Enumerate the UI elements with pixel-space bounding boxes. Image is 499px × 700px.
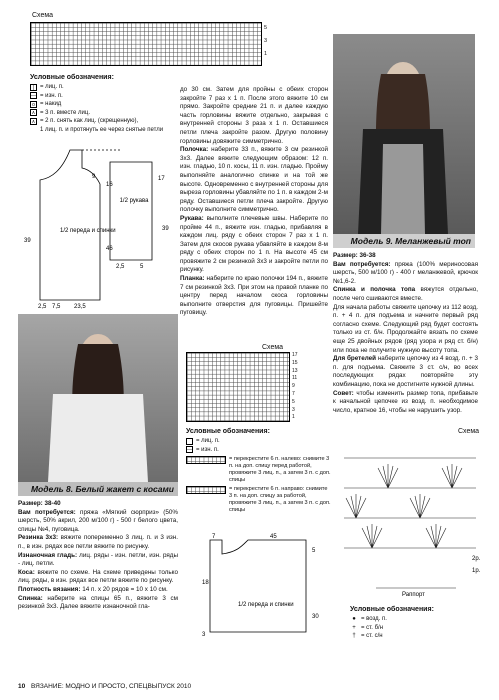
svg-text:45: 45	[270, 534, 277, 540]
svg-text:17: 17	[158, 176, 165, 182]
svg-text:46: 46	[106, 246, 113, 252]
page-footer: 10 ВЯЗАНИЕ: МОДНО И ПРОСТО, СПЕЦВЫПУСК 2010	[18, 683, 192, 690]
svg-text:16: 16	[106, 182, 113, 188]
svg-text:39: 39	[24, 238, 31, 244]
front-back-label: 1/2 переда и спинки	[60, 228, 116, 234]
crochet-schema-label: Схема	[458, 428, 480, 435]
jacket-pattern-diagram	[22, 140, 182, 310]
model-8-photo	[18, 314, 178, 482]
sleeve-label: 1/2 рукава	[119, 198, 149, 204]
model-9-caption: Модель 9. Меланжевый топ	[333, 234, 475, 248]
svg-text:3: 3	[202, 632, 206, 638]
front-back-label-2: 1/2 переда и спинки	[238, 602, 294, 608]
svg-text:5: 5	[312, 548, 316, 554]
svg-text:1р.: 1р.	[472, 568, 481, 574]
top-schema-row-numbers: 5 3 1	[264, 25, 268, 57]
svg-text:7: 7	[212, 534, 216, 540]
svg-text:39: 39	[162, 226, 169, 232]
middle-text-column: до 30 см. Затем для пройны с обеих сторон закройте 7 раз х 1 п. После этого вяжите 10 см прямо. Закройте средние 21 п. и далее каждую часть горловины вяжите отдельно, закрывая с внутренней стороны 3 раза х 1 п. Оставшиеся петли плеча закройте разом. Другую половину горловины довяжите симметрично. Полочка: наберите 33 п., вяжите 3 см резинкой 3х3. Далее вяжите следующим образом: 12 п. изн. гладью, 10 п. косы, 11 п. изн. гладью. Пройму выполняйте аналогично спинке и на той же высоте. Одновременно с внутренней стороны для выреза горловины убавляйте по 1 п. в каждом 2-м ряду. Оставшиеся петли плеча закройте. Другую полочку выполните симметрично. Рукава: выполните плечевые швы. Наберите по пройме 44 п., вяжите изн. гладью, прибавляя в каждом лиц. ряду с обеих сторон 7 раз х 1 п. Затем для скосов рукава убавляйте в каждом 8-м ряду с обеих сторон по 1 п. На высоте 45 см провяжите 2 см резинкой 3х3 и закройте петли по рисунку. Планка: наберите по краю полочки 194 п., вяжите 7 см резинкой 3х3. При этом на правой планке по центру перед началом скоса горловины выполните отверстия для пуговицы. Пришейте пуговицу.	[180, 86, 329, 317]
legend-3: Условные обозначения: ● = возд. п. + = ст. б/н † = ст. с/н	[350, 606, 434, 639]
svg-text:2,5: 2,5	[38, 304, 47, 310]
left-text-column: Размер: 38-40 Вам потребуется: пряжа «Мягкий сюрприз» (50% шерсть, 50% акрил, 200 м/100 г) - 500 г белого цвета, спицы №4, пуговица. Резинка 3х3: вяжите попеременно 3 лиц. п. и 3 изн. п., в изн. рядах все петли вяжите по рисунку. Изнаночная гладь: лиц. ряды - изн. петли, изн. ряды - лиц. петли. Коса: вяжите по схеме. На схеме приведены только лиц. ряды, в изн. рядах все петли вяжите по рисунку. Плотность вязания: 14 п. х 20 рядов = 10 х 10 см. Спинка: наберите на спицы 65 п., вяжите 3 см резинкой 3х3. Далее вяжите изнаночной гла-	[18, 500, 179, 611]
model-8-caption: Модель 8. Белый жакет с косами	[18, 482, 178, 496]
right-text-column: Размер: 36-38 Вам потребуется: пряжа (100% мериносовая шерсть, 500 м/100 г) - 400 г меланжевой, крючок №1,6-2. Спинка и полочка топа вяжутся отдельно, после чего сшиваются вместе. Для начала работы свяжите цепочку из 112 возд. п. + 4 п. для подъема и начните первый ряд согласно схеме. Следующий ряд будет состоять только из ст. б/н. Продолжайте вязать по схеме еще 25 двойных рядов (ряд узора и ряд ст. б/н) или пока не получите нужную высоту топа. Для бретелей наберите цепочку из 4 возд. п. + 3 п. для подъема. Свяжите 3 ст. с/н, во всех последующих рядах повторяйте эту комбинацию, пока не достигните нужной длины. Совет: чтобы изменить размер топа, прибавьте к начальной цепочке из возд. п. необходимое число, кратное 16, чтобы не нарушить узор.	[333, 252, 479, 414]
svg-text:23,5: 23,5	[74, 304, 86, 310]
cable-schema-grid	[186, 352, 290, 422]
top-schema-label: Схема	[32, 12, 54, 19]
svg-text:18: 18	[202, 580, 209, 586]
cable-schema-row-numbers: 17 15 13 11 9 7 5 3 1	[292, 352, 298, 421]
cable-schema-label: Схема	[262, 344, 284, 351]
svg-text:5: 5	[140, 264, 144, 270]
legend-1: Условные обозначения: | = лиц. п. — = изн. п. o = накид ∧ = 3 п. вместе лиц. ∧ = 2 п. снять как лиц. (скрещенную), 1 лиц. п. и протянуть ее через снятые петли	[30, 74, 164, 133]
model-9-photo	[333, 34, 475, 234]
svg-text:Раппорт: Раппорт	[402, 592, 425, 598]
top-schema-grid	[30, 22, 262, 66]
legend-2: Условные обозначения: = лиц. п. — = изн. п. = перекрестите 6 п. налево: снимите 3 п. на доп. спицу перед работой, провяжите 3 лиц. п., а затем 3 п. с доп. спицы = перекрестите 6 п. направо: снимите 3 п. на доп. спицу за работой, провяжите 3 лиц. п., а затем 3 п. с доп. спицы	[186, 428, 331, 513]
svg-text:30: 30	[312, 614, 319, 620]
svg-text:2,5: 2,5	[116, 264, 125, 270]
top-pattern-diagram	[182, 532, 332, 642]
svg-text:9: 9	[92, 174, 96, 180]
crochet-chart	[336, 438, 486, 598]
svg-text:2р.: 2р.	[472, 556, 481, 562]
svg-text:7,5: 7,5	[52, 304, 61, 310]
